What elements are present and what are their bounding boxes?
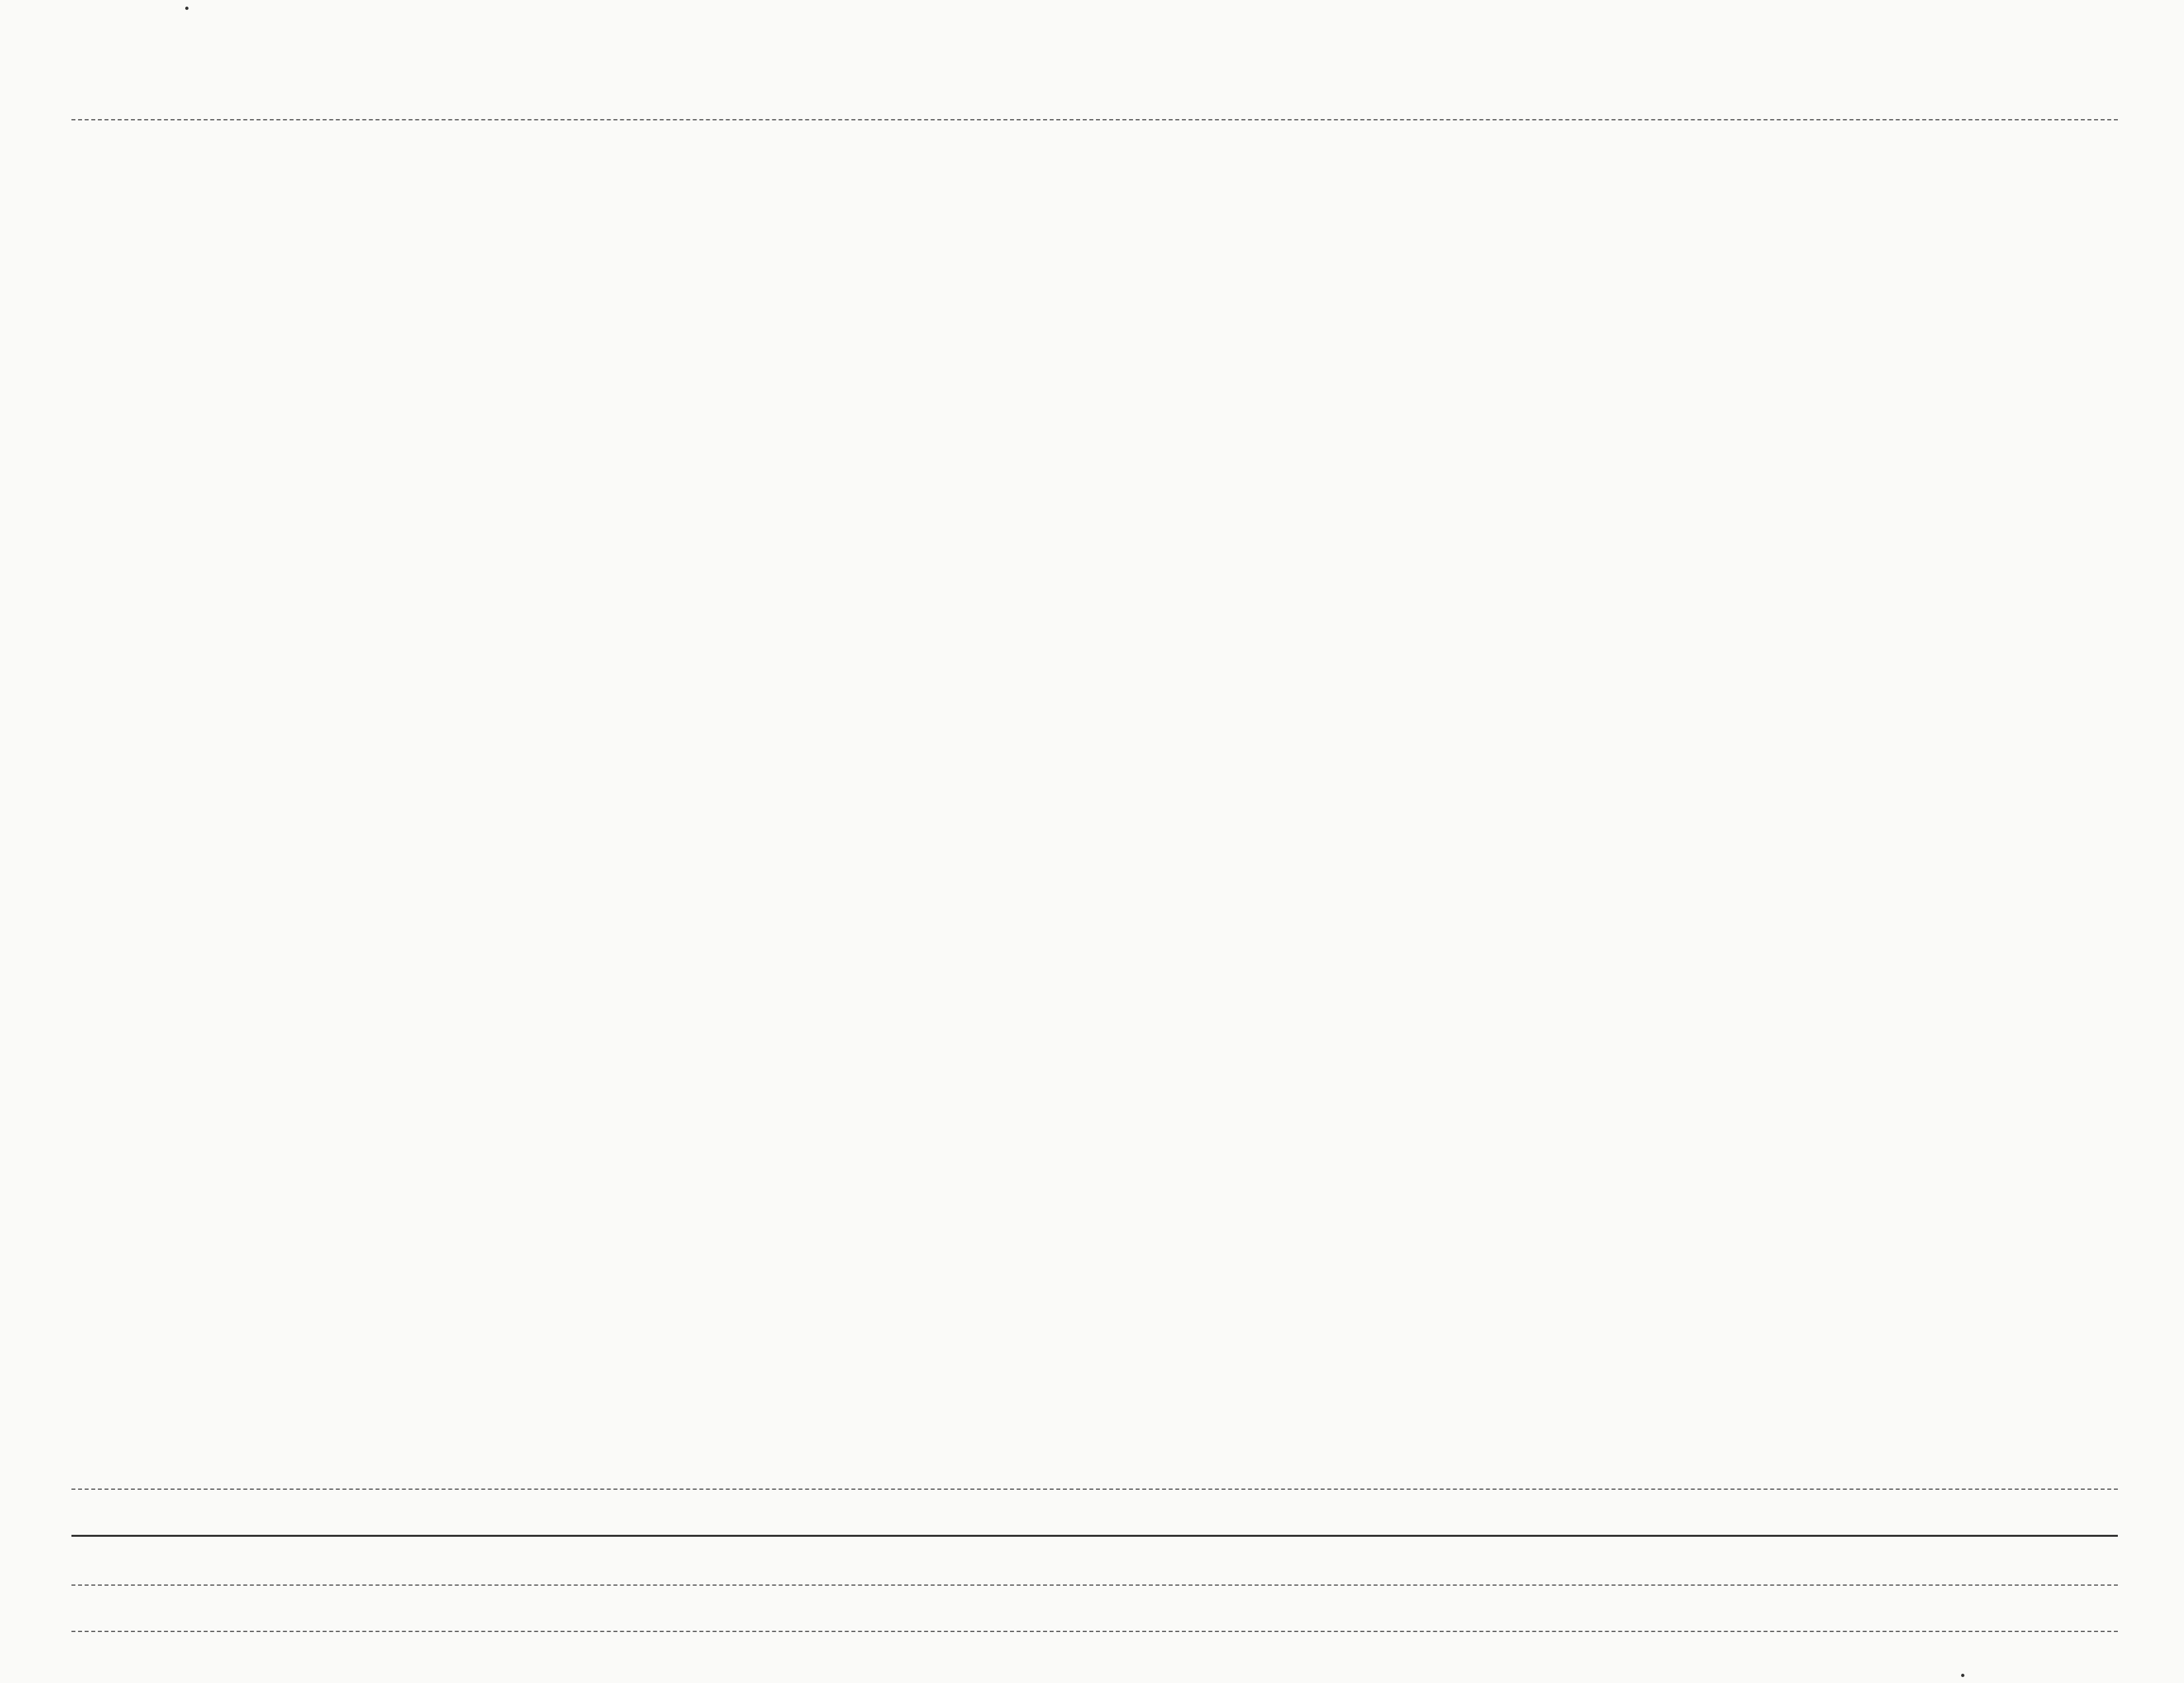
footer-rule	[71, 1535, 2118, 1537]
footer-rule	[71, 1631, 2118, 1632]
footer-rule	[71, 1489, 2118, 1490]
footer-rule	[71, 1584, 2118, 1586]
header-rule	[71, 119, 2118, 120]
print-speck	[1961, 1674, 1964, 1677]
print-speck	[185, 7, 189, 10]
